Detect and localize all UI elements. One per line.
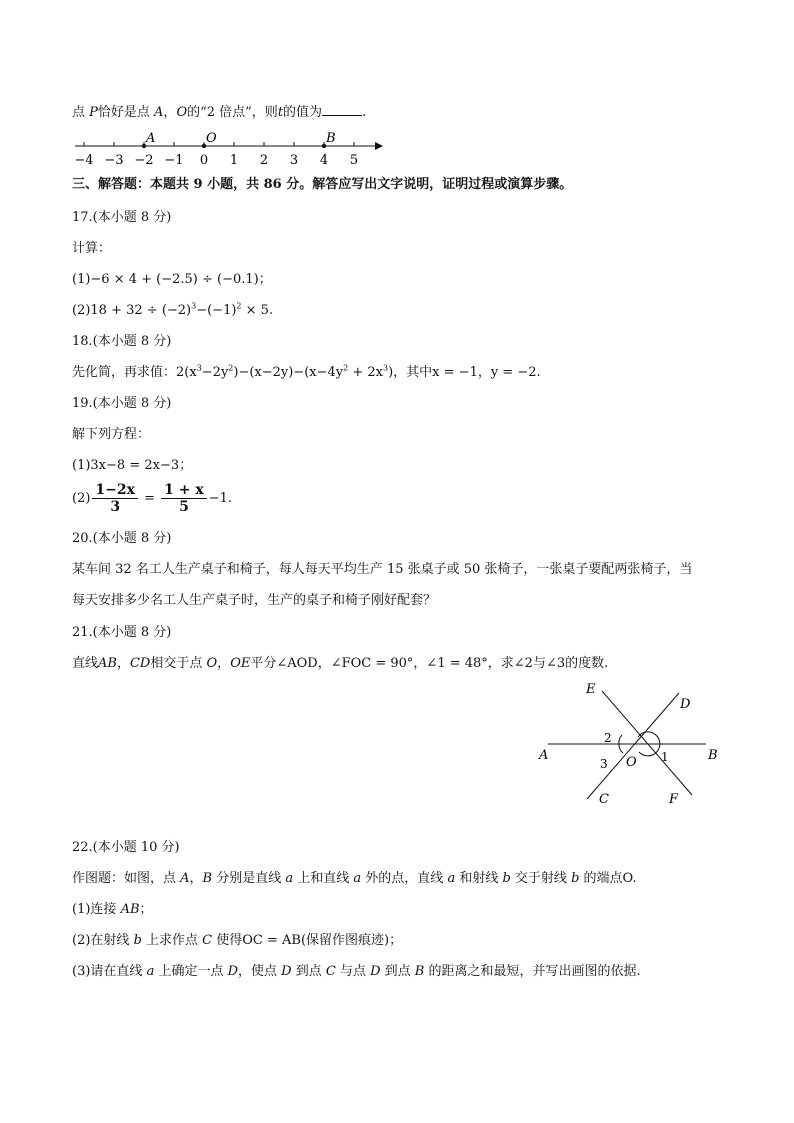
var: O [206,656,218,671]
text: (3)请在直线 [72,964,147,979]
q19-heading: 19.(本小题 8 分) [72,396,172,411]
var: B [414,964,425,979]
text: −2y [201,365,229,380]
label-O: O [626,755,637,770]
text: 使得OC = AB(保留作图痕迹)； [212,933,403,948]
tick-label: 3 [289,153,299,168]
text: 平分∠AOD，∠FOC = 90°，∠1 = 48°，求∠2与∠3的度数. [250,656,609,671]
var: a [146,964,155,979]
tick-label: 1 [229,153,239,168]
text: ， [116,656,130,671]
tick-label: 0 [199,153,209,168]
exponent: 3 [196,363,202,373]
exponent: 3 [191,301,197,311]
var-o: O [176,105,188,120]
text: 先化简，再求值：2(x [72,365,197,380]
text: ， [217,656,231,671]
q19-part1: (1)3x−8 = 2x−3； [72,458,193,473]
text: 相交于点 [150,656,207,671]
text: 交于射线 [510,871,572,886]
var: AB [120,902,140,917]
tick-label: 5 [349,153,359,168]
var: C [202,933,213,948]
text: 分。解答应写出文字说明，证明过程或演算步骤。 [281,177,573,192]
q20-line1: 某车间 32 名工人生产桌子和椅子，每人每天平均生产 15 张桌子或 50 张椅子，一张桌子要配两张椅子，当 [72,562,693,577]
text: )，其中x = −1，y = −2. [388,365,541,380]
text: 的值为 [283,105,323,120]
tick-label: 4 [319,153,329,168]
text: 作图题：如图，点 [72,871,181,886]
var: D [370,964,381,979]
q21-body [72,655,608,673]
text: 的距离之和最短，并写出画图的依据. [424,964,641,979]
text: 外的点，直线 [361,871,448,886]
var-p: P [89,105,98,120]
angle-2-label: 2 [604,731,612,745]
exponent: 2 [228,363,234,373]
q22-part2 [72,932,402,950]
text: (2)18 + 32 ÷ (−2) [72,303,192,318]
text: (2)在射线 [72,933,134,948]
q21-heading: 21.(本小题 8 分) [72,625,172,640]
text: 的“2 倍点”，则 [187,105,278,120]
text: ， [163,105,177,120]
var: b [571,871,580,886]
point-label-a: A [146,131,156,146]
text: 恰好是点 [97,105,155,120]
text: 9 [193,177,203,192]
section-header [72,176,572,194]
tick-label: −3 [104,153,124,168]
text: 到点 [291,964,326,979]
var: a [353,871,362,886]
q18-heading: 18.(本小题 8 分) [72,334,172,349]
q22-heading: 22.(本小题 10 分) [72,840,180,855]
var-a: A [154,105,164,120]
q22-part3 [72,963,641,981]
tick-label: −2 [134,153,154,168]
angle-1-label: 1 [661,750,669,764]
denominator: 3 [110,499,121,515]
text: ， [189,871,203,886]
text: 三、解答题：本题共 [72,177,194,192]
q20-line2: 每天安排多少名工人生产桌子时，生产的桌子和椅子刚好配套？ [72,593,437,608]
point-label-o: O [206,131,217,146]
text: = [139,491,160,506]
text: (1)连接 [72,902,121,917]
fraction-2 [161,482,207,515]
var: b [502,871,511,886]
angle-3-label: 3 [600,757,608,771]
q19-intro: 解下列方程： [72,427,151,442]
label-D: D [680,697,691,712]
q17-intro: 计算： [72,241,112,256]
point-label-b: B [326,131,336,146]
label-A: A [539,748,549,763]
text: 点 [72,105,90,120]
q21-figure [530,675,730,815]
q17-heading: 17.(本小题 8 分) [72,210,172,225]
var: a [447,871,456,886]
text: 86 [263,177,282,192]
var: OE [230,656,251,671]
label-F: F [669,792,679,807]
number-line [70,128,390,172]
q17-part1: (1)−6 × 4 + (−2.5) ÷ (−0.1)； [72,272,272,287]
exponent: 2 [236,301,242,311]
text: −1. [208,491,233,506]
var: D [281,964,292,979]
text: (2) [72,491,91,506]
var: b [133,933,142,948]
text: ，使点 [238,964,282,979]
label-B: B [708,748,718,763]
exponent: 3 [383,363,389,373]
var-t: t [277,105,284,120]
text: 和射线 [455,871,503,886]
exponent: 2 [343,363,349,373]
var: CD [129,656,151,671]
fraction-1 [92,482,138,515]
label-E: E [586,682,596,697]
text: 直线 [72,656,99,671]
text: 上和直线 [293,871,354,886]
denominator: 5 [179,499,189,515]
q18-body [72,364,541,382]
tick-label: −4 [74,153,94,168]
text: 小题，共 [202,177,264,192]
intro-line [72,103,366,122]
text: ； [139,902,153,917]
text: 与点 [335,964,371,979]
var: AB [98,656,117,671]
text: × 5. [241,303,274,318]
q20-heading: 20.(本小题 8 分) [72,531,172,546]
var: A [180,871,190,886]
q22-intro [72,870,637,888]
text: 上确定一点 [154,964,228,979]
var: D [227,964,239,979]
text: + 2x [348,365,384,380]
text: . [362,105,367,120]
text: 的端点O. [579,871,637,886]
text: 到点 [380,964,415,979]
var: C [325,964,336,979]
numerator: 1−2x [92,482,138,499]
numerator: 1 + x [161,482,207,499]
var: B [202,871,213,886]
tick-label: −1 [164,153,184,168]
tick-label: 2 [259,153,269,168]
q17-part2 [72,302,273,320]
var: a [285,871,294,886]
text: 上求作点 [141,933,203,948]
q22-part1 [72,901,153,919]
text: 分别是直线 [212,871,286,886]
text: )−(x−2y)−(x−4y [233,365,344,380]
label-C: C [599,792,609,807]
answer-blank [322,103,362,116]
text: −(−1) [196,303,237,318]
q19-part2 [72,482,232,516]
